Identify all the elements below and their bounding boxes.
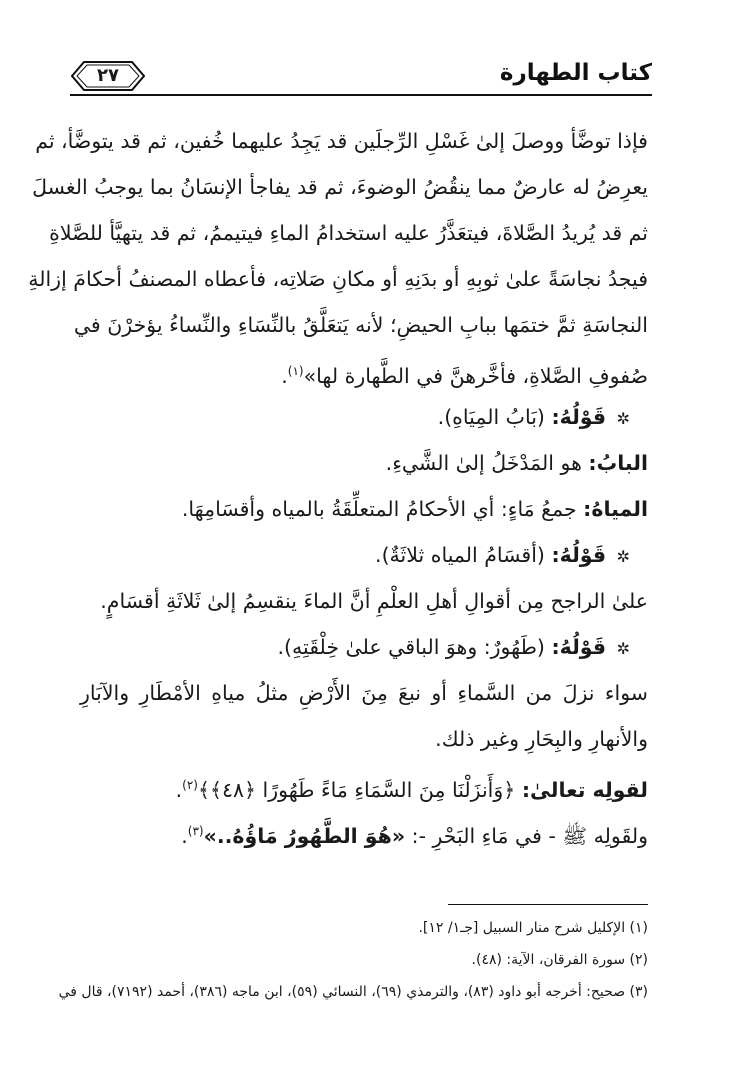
text-line: يعرِضُ له عارضٌ مما ينقُضُ الوضوءَ، ثم قد يفاجأ الإنسَانُ بما يوجبُ الغسلَ [32, 175, 648, 199]
quran-citation [80, 762, 648, 808]
main-text [28, 118, 648, 854]
definition-term: البابُ: [588, 451, 648, 475]
text-line: النجاسَةِ ثمَّ ختمَها ببابِ الحيضِ؛ لأنه يَتعَلَّقُ بالنِّسَاءِ والنِّساءُ يؤخرْنَ في [73, 313, 648, 337]
footnote-ref: (١) [287, 364, 304, 378]
text-line-content: صُفوفِ الصَّلاةِ، فأخَّرهنَّ في الطَّهارة لها» [303, 363, 648, 388]
text-line: ثم قد يُريدُ الصَّلاةَ، فيتعَذَّرُ عليه استخدامُ الماءِ فيتيممُ، ثم قد يتهيَّأ للصَّلاةِ [49, 221, 648, 245]
text-line: والأنهارِ والبِحَارِ وغير ذلك. [435, 727, 648, 751]
hadith-citation [80, 808, 648, 854]
footnote: (١) الإكليل شرح منار السبيل [جـ١/ ١٢]. [418, 920, 648, 936]
quote-heading [80, 532, 648, 578]
page-number: ٢٧ [97, 65, 119, 86]
star-icon: ✲ [616, 639, 630, 658]
text-line: فإذا توضَّأ ووصلَ إلىٰ غَسْلِ الرِّجلَين قد يَجِدُ عليهما خُفين، ثم قد يتوضَّأ، ثم [35, 129, 648, 153]
page-number-badge [70, 60, 146, 92]
footnote-ref: (٣) [187, 824, 204, 838]
quote-heading [80, 624, 648, 670]
text-line: فيجدُ نجاسَةً علىٰ ثوبِهِ أو بدَنِهِ أو مكانِ صَلاتِه، فأعطاه المصنفُ أحكامَ إزالةِ [28, 267, 648, 291]
footnote-ref: (٢) [182, 778, 198, 792]
text-line [80, 348, 648, 394]
star-icon: ✲ [616, 409, 630, 428]
text-line: سواء نزلَ من السَّماءِ أو نبعَ مِنَ الأَرْضِ مثلُ مياهِ الأمْطَارِ والآبَارِ [80, 681, 648, 705]
definition-text: هو المَدْخَلُ إلىٰ الشَّيءِ. [385, 451, 582, 475]
quote-text: (أقسَامُ المياه ثلاثَةٌ). [375, 543, 545, 567]
citation-prefix: ولقَولِه ﷺ - في مَاءِ البَحْرِ -: [411, 823, 648, 848]
citation-prefix: لقولِه تعالىٰ: [521, 777, 648, 802]
quran-verse: ﴿وَأَنزَلْنَا مِنَ السَّمَاءِ مَاءً طَهُورًا ﴿٤٨﴾﴾ [197, 777, 516, 802]
header-divider [70, 94, 652, 96]
definition-line [80, 486, 648, 532]
star-icon: ✲ [616, 547, 630, 566]
footnote: (٢) سورة الفرقان، الآية: (٤٨). [471, 952, 648, 968]
quote-label: قَوْلُهُ: [551, 405, 607, 429]
hadith-text: «هُوَ الطَّهُورُ مَاؤُهُ..» [203, 823, 406, 848]
period: . [181, 823, 188, 848]
quote-text: (طَهُورٌ: وهوَ الباقي علىٰ خِلْقَتِهِ). [277, 635, 545, 659]
quote-label: قَوْلُهُ: [551, 635, 607, 659]
quote-heading [80, 394, 648, 440]
quote-label: قَوْلُهُ: [551, 543, 607, 567]
period: . [281, 363, 288, 388]
footnote-divider [448, 904, 648, 905]
definition-text: جمعُ مَاءٍ: أي الأحكامُ المتعلِّقَةُ بالمياه وأقسَامِهَا. [181, 497, 577, 521]
definition-term: المياهُ: [583, 497, 648, 521]
book-title: كتاب الطهارة [499, 60, 652, 86]
period: . [175, 777, 183, 802]
footnote: (٣) صحيح: أخرجه أبو داود (٨٣)، والترمذي (٦٩)، النسائي (٥٩)، ابن ماجه (٣٨٦)، أحمد (٧١٩٢)، قال في [58, 984, 648, 1000]
text-line: علىٰ الراجح مِن أقوالِ أهلِ العلْمِ أنَّ الماءَ ينقسِمُ إلىٰ ثَلاثَةِ أقسَامٍ. [100, 589, 648, 613]
quote-text: (بَابُ المِيَاهِ). [437, 405, 545, 429]
footnotes [58, 912, 648, 1008]
definition-line [80, 440, 648, 486]
